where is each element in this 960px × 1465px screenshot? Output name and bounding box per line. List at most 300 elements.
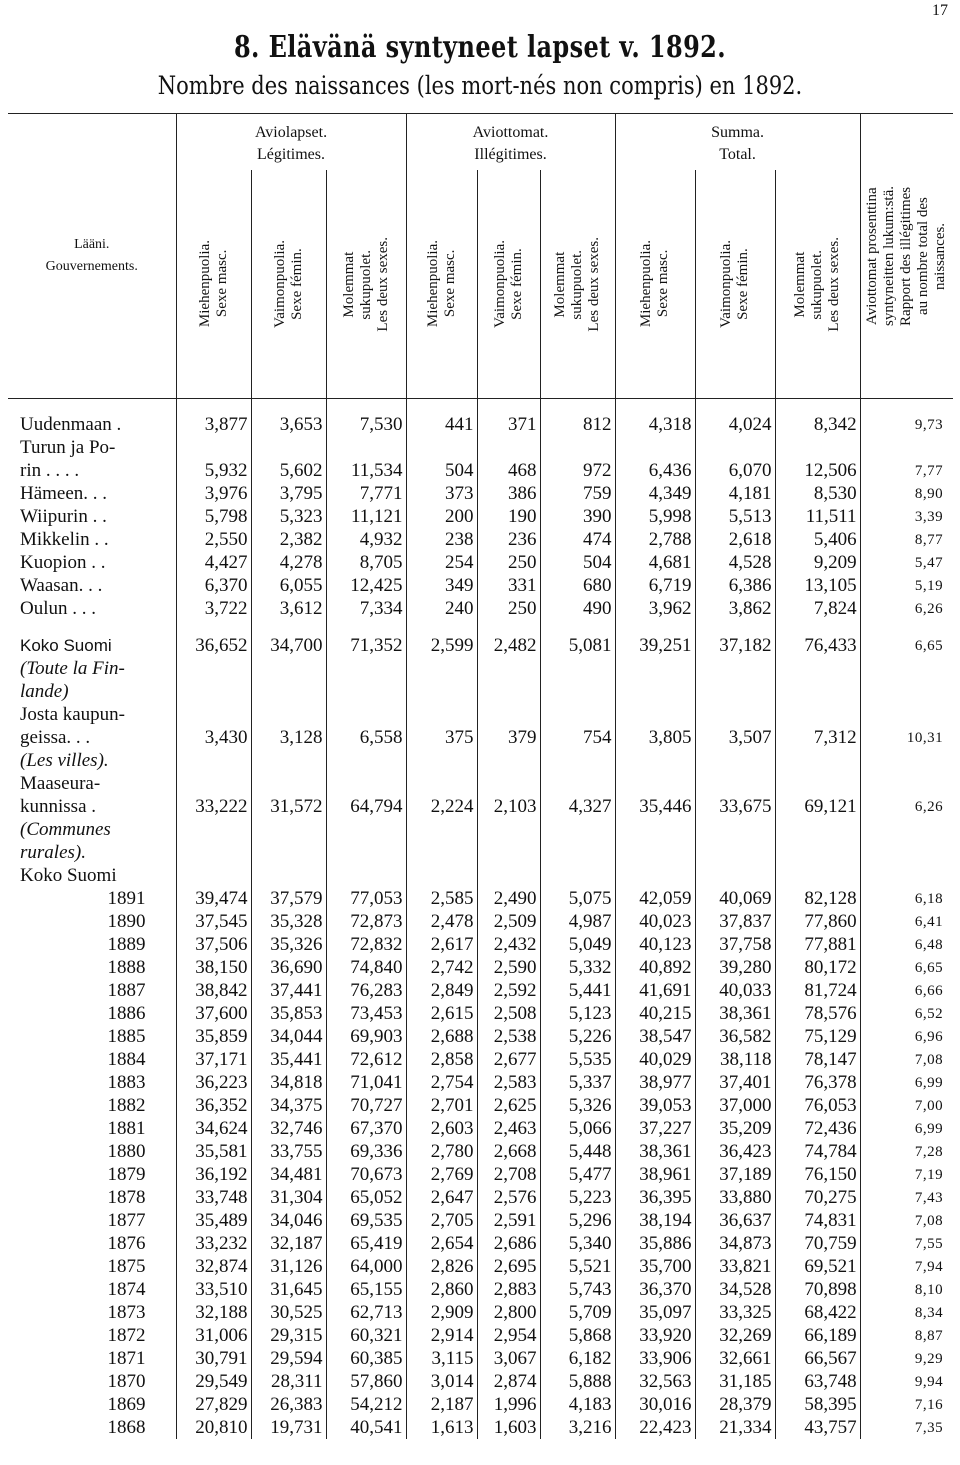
empty-cell [775, 657, 860, 680]
value-cell: 34,873 [695, 1232, 775, 1255]
col-label-line: Aviottomat prosenttina [864, 187, 881, 325]
percent-cell: 7,43 [860, 1186, 953, 1209]
province-row [8, 459, 953, 482]
title-block [0, 30, 960, 100]
col-label-line: Molemmat [792, 251, 809, 317]
col-label-line: au nombre total des [915, 197, 932, 315]
value-cell: 38,977 [615, 1071, 695, 1094]
value-cell: 1,613 [406, 1416, 477, 1439]
value-cell: 2,478 [406, 910, 477, 933]
percent-cell: 6,48 [860, 933, 953, 956]
value-cell: 2,874 [477, 1370, 540, 1393]
value-cell: 41,691 [615, 979, 695, 1002]
empty-cell [477, 749, 540, 772]
spacer-cell [860, 620, 953, 634]
empty-cell [695, 864, 775, 887]
col-label-line: sukupuolet. [357, 249, 374, 319]
value-cell: 2,688 [406, 1025, 477, 1048]
year-row [8, 887, 953, 910]
empty-cell [615, 818, 695, 841]
spacer-cell [540, 620, 615, 634]
value-cell: 5,602 [251, 459, 326, 482]
percent-cell: 9,29 [860, 1347, 953, 1370]
corner-label-fr: Gouvernements. [45, 259, 138, 274]
province-row [8, 574, 953, 597]
value-cell: 69,521 [775, 1255, 860, 1278]
value-cell: 40,123 [615, 933, 695, 956]
value-cell: 2,583 [477, 1071, 540, 1094]
value-cell: 65,052 [326, 1186, 406, 1209]
value-cell: 3,962 [615, 597, 695, 620]
value-cell: 38,361 [695, 1002, 775, 1025]
empty-cell [477, 772, 540, 795]
value-cell: 4,349 [615, 482, 695, 505]
empty-cell [326, 657, 406, 680]
value-cell: 77,860 [775, 910, 860, 933]
empty-cell [326, 841, 406, 864]
value-cell: 5,332 [540, 956, 615, 979]
value-cell: 2,701 [406, 1094, 477, 1117]
value-cell: 36,652 [176, 634, 251, 657]
row-label: Koko Suomi [20, 636, 112, 655]
year-row [8, 956, 953, 979]
year-row [8, 1324, 953, 1347]
value-cell: 6,558 [326, 726, 406, 749]
value-cell: 5,798 [176, 505, 251, 528]
value-cell: 64,794 [326, 795, 406, 818]
value-cell: 4,932 [326, 528, 406, 551]
year-label: 1875 [107, 1256, 146, 1277]
value-cell: 2,591 [477, 1209, 540, 1232]
col-label-line: Miehenpuolia. [638, 240, 655, 328]
value-cell: 2,618 [695, 528, 775, 551]
value-cell: 13,105 [775, 574, 860, 597]
empty-cell [477, 703, 540, 726]
row-label: Wiipurin . . [20, 506, 107, 527]
row-label: Waasan. . . [20, 575, 103, 596]
percent-cell: 6,26 [860, 795, 953, 818]
value-cell: 27,829 [176, 1393, 251, 1416]
year-label: 1881 [107, 1118, 146, 1139]
year-row [8, 1347, 953, 1370]
value-cell: 2,647 [406, 1186, 477, 1209]
year-row [8, 979, 953, 1002]
col-label-line: syntyneitten lukum:stä. [881, 186, 898, 326]
empty-cell [176, 657, 251, 680]
value-cell: 32,188 [176, 1301, 251, 1324]
value-cell: 11,121 [326, 505, 406, 528]
year-label: 1891 [107, 888, 146, 909]
value-cell: 6,719 [615, 574, 695, 597]
value-cell: 31,185 [695, 1370, 775, 1393]
col-label-line: naissances. [932, 222, 949, 290]
value-cell: 35,441 [251, 1048, 326, 1071]
value-cell: 3,722 [176, 597, 251, 620]
corner-label-fi: Lääni. [74, 237, 110, 252]
row-label: kunnissa . [20, 796, 96, 817]
value-cell: 2,463 [477, 1117, 540, 1140]
empty-cell [406, 749, 477, 772]
value-cell: 4,183 [540, 1393, 615, 1416]
empty-cell [251, 841, 326, 864]
table-subtitle: Nombre des naissances (les mort-nés non compris) en 1892. [157, 71, 803, 100]
percent-cell: 3,39 [860, 505, 953, 528]
value-cell: 379 [477, 726, 540, 749]
value-cell: 40,069 [695, 887, 775, 910]
value-cell: 5,888 [540, 1370, 615, 1393]
value-cell: 80,172 [775, 956, 860, 979]
value-cell: 70,759 [775, 1232, 860, 1255]
spacer-cell [8, 399, 176, 414]
spacer-cell [251, 399, 326, 414]
value-cell: 2,800 [477, 1301, 540, 1324]
value-cell: 35,097 [615, 1301, 695, 1324]
value-cell: 82,128 [775, 887, 860, 910]
percent-cell: 6,99 [860, 1117, 953, 1140]
spacer-cell [695, 399, 775, 414]
column-header-total-male [615, 170, 695, 399]
value-cell: 36,582 [695, 1025, 775, 1048]
value-cell: 34,528 [695, 1278, 775, 1301]
value-cell: 70,673 [326, 1163, 406, 1186]
value-cell: 2,224 [406, 795, 477, 818]
value-cell: 69,535 [326, 1209, 406, 1232]
table-body [8, 399, 953, 1440]
value-cell: 3,216 [540, 1416, 615, 1439]
spacer-cell [540, 399, 615, 414]
empty-cell [406, 841, 477, 864]
value-cell: 29,315 [251, 1324, 326, 1347]
value-cell: 5,326 [540, 1094, 615, 1117]
col-label-line: Miehenpuolia. [196, 240, 213, 328]
empty-cell [477, 680, 540, 703]
empty-cell [775, 680, 860, 703]
value-cell: 2,780 [406, 1140, 477, 1163]
province-label-row [8, 436, 953, 459]
value-cell: 2,617 [406, 933, 477, 956]
col-label-line: Sexe masc. [441, 250, 458, 318]
year-row [8, 1393, 953, 1416]
value-cell: 64,000 [326, 1255, 406, 1278]
value-cell: 74,831 [775, 1209, 860, 1232]
value-cell: 35,328 [251, 910, 326, 933]
value-cell: 37,579 [251, 887, 326, 910]
col-label-line: Molemmat [340, 251, 357, 317]
value-cell: 29,549 [176, 1370, 251, 1393]
value-cell: 36,423 [695, 1140, 775, 1163]
percent-cell: 5,19 [860, 574, 953, 597]
value-cell: 3,115 [406, 1347, 477, 1370]
value-cell: 37,000 [695, 1094, 775, 1117]
value-cell: 40,541 [326, 1416, 406, 1439]
value-cell: 2,187 [406, 1393, 477, 1416]
empty-cell [775, 864, 860, 887]
value-cell: 2,849 [406, 979, 477, 1002]
column-header-illegit-male [406, 170, 477, 399]
group-header-legitimate [176, 114, 406, 171]
empty-cell [406, 680, 477, 703]
value-cell: 3,067 [477, 1347, 540, 1370]
value-cell: 5,477 [540, 1163, 615, 1186]
group-label-fr: Total. [719, 146, 756, 163]
value-cell: 33,748 [176, 1186, 251, 1209]
empty-cell [695, 818, 775, 841]
value-cell: 19,731 [251, 1416, 326, 1439]
value-cell: 3,877 [176, 413, 251, 436]
value-cell: 39,251 [615, 634, 695, 657]
value-cell: 34,481 [251, 1163, 326, 1186]
page-number: 17 [932, 2, 948, 19]
province-row [8, 482, 953, 505]
value-cell: 33,920 [615, 1324, 695, 1347]
spacer-cell [860, 399, 953, 414]
row-label: rin . . . . [20, 460, 80, 481]
value-cell: 11,511 [775, 505, 860, 528]
percent-cell: 7,08 [860, 1209, 953, 1232]
value-cell: 71,352 [326, 634, 406, 657]
value-cell: 2,686 [477, 1232, 540, 1255]
value-cell: 3,862 [695, 597, 775, 620]
province-row [8, 413, 953, 436]
row-label: Mikkelin . . [20, 529, 109, 550]
empty-cell [775, 749, 860, 772]
value-cell: 2,909 [406, 1301, 477, 1324]
province-row [8, 597, 953, 620]
column-header-illegit-both [540, 170, 615, 399]
empty-cell [615, 864, 695, 887]
col-label-line: Sexe masc. [213, 250, 230, 318]
empty-cell [775, 841, 860, 864]
percent-cell: 6,99 [860, 1071, 953, 1094]
value-cell: 5,448 [540, 1140, 615, 1163]
value-cell: 66,189 [775, 1324, 860, 1347]
year-row [8, 1140, 953, 1163]
value-cell: 3,430 [176, 726, 251, 749]
value-cell: 32,746 [251, 1117, 326, 1140]
col-label-line: Sexe masc. [655, 250, 672, 318]
value-cell: 5,513 [695, 505, 775, 528]
value-cell: 2,695 [477, 1255, 540, 1278]
value-cell: 375 [406, 726, 477, 749]
value-cell: 200 [406, 505, 477, 528]
value-cell: 38,361 [615, 1140, 695, 1163]
value-cell: 31,126 [251, 1255, 326, 1278]
value-cell: 759 [540, 482, 615, 505]
empty-cell [860, 841, 953, 864]
empty-cell [406, 703, 477, 726]
spacer-cell [775, 620, 860, 634]
rural-label-row [8, 818, 953, 841]
spacer-cell [477, 620, 540, 634]
empty-cell [176, 818, 251, 841]
spacer-cell [8, 620, 176, 634]
empty-cell [860, 864, 953, 887]
value-cell: 39,474 [176, 887, 251, 910]
value-cell: 254 [406, 551, 477, 574]
year-row [8, 1071, 953, 1094]
rural-row [8, 795, 953, 818]
rural-label-row [8, 772, 953, 795]
value-cell: 58,395 [775, 1393, 860, 1416]
value-cell: 38,194 [615, 1209, 695, 1232]
value-cell: 1,996 [477, 1393, 540, 1416]
percent-cell: 6,65 [860, 634, 953, 657]
value-cell: 2,103 [477, 795, 540, 818]
empty-cell [695, 657, 775, 680]
empty-cell [406, 864, 477, 887]
empty-cell [326, 680, 406, 703]
value-cell: 31,645 [251, 1278, 326, 1301]
value-cell: 33,325 [695, 1301, 775, 1324]
value-cell: 5,049 [540, 933, 615, 956]
percent-cell: 9,94 [860, 1370, 953, 1393]
value-cell: 240 [406, 597, 477, 620]
value-cell: 76,150 [775, 1163, 860, 1186]
value-cell: 76,283 [326, 979, 406, 1002]
value-cell: 4,318 [615, 413, 695, 436]
percent-cell: 6,66 [860, 979, 953, 1002]
value-cell: 4,024 [695, 413, 775, 436]
empty-cell [477, 818, 540, 841]
value-cell: 33,222 [176, 795, 251, 818]
value-cell: 2,668 [477, 1140, 540, 1163]
value-cell: 38,842 [176, 979, 251, 1002]
value-cell: 386 [477, 482, 540, 505]
towns-row [8, 726, 953, 749]
empty-cell [615, 749, 695, 772]
value-cell: 60,385 [326, 1347, 406, 1370]
col-label-line: Vaimonpuolia. [491, 240, 508, 328]
value-cell: 35,446 [615, 795, 695, 818]
value-cell: 3,507 [695, 726, 775, 749]
row-label: lande) [20, 681, 69, 702]
value-cell: 39,053 [615, 1094, 695, 1117]
value-cell: 349 [406, 574, 477, 597]
empty-cell [326, 436, 406, 459]
col-label-line: Les deux sexes. [374, 236, 391, 332]
value-cell: 30,791 [176, 1347, 251, 1370]
value-cell: 6,055 [251, 574, 326, 597]
spacer-cell [176, 620, 251, 634]
value-cell: 5,709 [540, 1301, 615, 1324]
percent-cell: 7,00 [860, 1094, 953, 1117]
percent-cell: 8,77 [860, 528, 953, 551]
value-cell: 20,810 [176, 1416, 251, 1439]
empty-cell [695, 680, 775, 703]
group-label-fi: Aviottomat. [472, 124, 549, 141]
percent-cell: 7,35 [860, 1416, 953, 1439]
value-cell: 68,422 [775, 1301, 860, 1324]
percent-cell: 8,10 [860, 1278, 953, 1301]
empty-cell [695, 749, 775, 772]
empty-cell [176, 703, 251, 726]
value-cell: 5,535 [540, 1048, 615, 1071]
value-cell: 474 [540, 528, 615, 551]
empty-cell [326, 864, 406, 887]
value-cell: 54,212 [326, 1393, 406, 1416]
value-cell: 5,337 [540, 1071, 615, 1094]
value-cell: 35,886 [615, 1232, 695, 1255]
value-cell: 2,538 [477, 1025, 540, 1048]
value-cell: 2,508 [477, 1002, 540, 1025]
empty-cell [251, 436, 326, 459]
value-cell: 3,128 [251, 726, 326, 749]
year-label: 1885 [107, 1026, 146, 1047]
value-cell: 812 [540, 413, 615, 436]
value-cell: 4,327 [540, 795, 615, 818]
value-cell: 4,181 [695, 482, 775, 505]
spacer-cell [615, 399, 695, 414]
percent-cell: 7,77 [860, 459, 953, 482]
empty-cell [540, 772, 615, 795]
empty-cell [775, 818, 860, 841]
row-label: (Communes [20, 819, 111, 840]
value-cell: 2,754 [406, 1071, 477, 1094]
year-label: 1871 [107, 1348, 146, 1369]
row-label: Uudenmaan . [20, 414, 122, 435]
percent-cell: 7,16 [860, 1393, 953, 1416]
value-cell: 2,599 [406, 634, 477, 657]
value-cell: 35,859 [176, 1025, 251, 1048]
value-cell: 37,758 [695, 933, 775, 956]
empty-cell [176, 749, 251, 772]
value-cell: 7,771 [326, 482, 406, 505]
year-label: 1882 [107, 1095, 146, 1116]
value-cell: 42,059 [615, 887, 695, 910]
empty-cell [775, 703, 860, 726]
percent-cell: 8,90 [860, 482, 953, 505]
percent-cell: 7,08 [860, 1048, 953, 1071]
percent-cell: 6,65 [860, 956, 953, 979]
year-row [8, 1370, 953, 1393]
value-cell: 69,121 [775, 795, 860, 818]
value-cell: 40,023 [615, 910, 695, 933]
column-header-legit-female [251, 170, 326, 399]
year-label: 1888 [107, 957, 146, 978]
value-cell: 2,550 [176, 528, 251, 551]
value-cell: 250 [477, 551, 540, 574]
value-cell: 3,795 [251, 482, 326, 505]
empty-cell [251, 772, 326, 795]
value-cell: 31,304 [251, 1186, 326, 1209]
value-cell: 9,209 [775, 551, 860, 574]
value-cell: 2,590 [477, 956, 540, 979]
value-cell: 37,441 [251, 979, 326, 1002]
value-cell: 33,232 [176, 1232, 251, 1255]
value-cell: 5,223 [540, 1186, 615, 1209]
col-label-line: Les deux sexes. [586, 236, 603, 332]
value-cell: 60,321 [326, 1324, 406, 1347]
year-row [8, 1232, 953, 1255]
value-cell: 37,545 [176, 910, 251, 933]
value-cell: 4,427 [176, 551, 251, 574]
empty-cell [540, 864, 615, 887]
value-cell: 32,269 [695, 1324, 775, 1347]
empty-cell [540, 680, 615, 703]
empty-cell [540, 703, 615, 726]
value-cell: 468 [477, 459, 540, 482]
value-cell: 38,118 [695, 1048, 775, 1071]
value-cell: 21,334 [695, 1416, 775, 1439]
year-label: 1887 [107, 980, 146, 1001]
value-cell: 40,215 [615, 1002, 695, 1025]
value-cell: 371 [477, 413, 540, 436]
empty-cell [615, 436, 695, 459]
empty-cell [251, 703, 326, 726]
value-cell: 2,883 [477, 1278, 540, 1301]
value-cell: 57,860 [326, 1370, 406, 1393]
value-cell: 7,334 [326, 597, 406, 620]
